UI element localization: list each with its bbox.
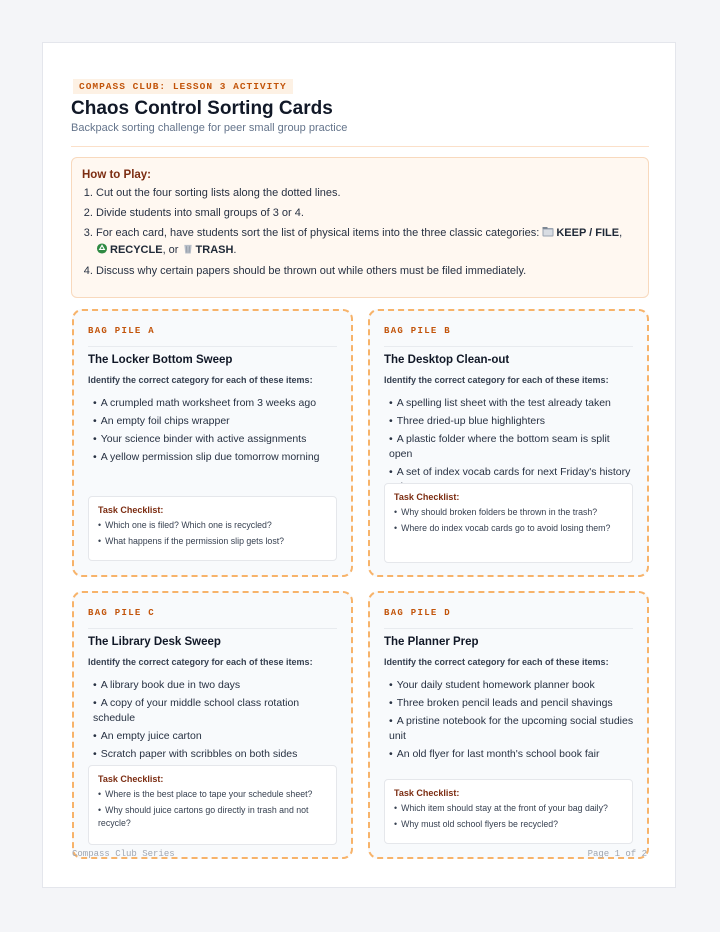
- checklist-item: • Why should juice cartons go directly in trash and not recycle?: [98, 804, 327, 830]
- card-divider: [88, 628, 337, 629]
- category-separator-2: , or: [162, 244, 179, 256]
- sorting-card-a: [72, 309, 353, 577]
- card-label: BAG PILE A: [88, 326, 156, 336]
- task-checklist: [88, 765, 337, 845]
- card-title: The Planner Prep: [384, 636, 479, 648]
- card-instruction: Identify the correct category for each of these items:: [384, 657, 609, 667]
- card-label: BAG PILE C: [88, 608, 156, 618]
- task-checklist: [88, 496, 337, 561]
- task-checklist: [384, 483, 633, 563]
- footer-series: Compass Club Series: [72, 849, 175, 859]
- checklist-title: Task Checklist:: [98, 505, 164, 515]
- instructions-list: [82, 185, 638, 279]
- page-title: Chaos Control Sorting Cards: [71, 98, 333, 119]
- card-divider: [384, 346, 633, 347]
- checklist-item: • Why should broken folders be thrown in the trash?: [394, 506, 623, 519]
- recycle-icon: [96, 243, 108, 254]
- checklist-title: Task Checklist:: [394, 492, 460, 502]
- checklist-items: [98, 519, 327, 548]
- card-title: The Library Desk Sweep: [88, 636, 221, 648]
- list-item: • A spelling list sheet with the test already taken: [384, 396, 635, 411]
- category-recycle: RECYCLE: [110, 244, 163, 256]
- card-title: The Desktop Clean-out: [384, 354, 510, 366]
- instruction-step-1: 1. Cut out the four sorting lists along the dotted lines.: [96, 185, 638, 201]
- list-item: • Your science binder with active assignments: [88, 432, 339, 447]
- checklist-item: • Which one is filed? Which one is recycled?: [98, 519, 327, 532]
- footer-page-number: Page 1 of 2: [587, 849, 647, 859]
- card-instruction: Identify the correct category for each of these items:: [88, 375, 313, 385]
- item-list: [88, 396, 339, 468]
- list-item: • An empty foil chips wrapper: [88, 414, 339, 429]
- checklist-title: Task Checklist:: [394, 788, 460, 798]
- folder-icon: [542, 226, 554, 237]
- list-item: • A plastic folder where the bottom seam is split open: [384, 432, 635, 462]
- checklist-title: Task Checklist:: [98, 774, 164, 784]
- lesson-tag: COMPASS CLUB: LESSON 3 ACTIVITY: [73, 79, 293, 94]
- header-divider: [71, 146, 649, 147]
- list-item: • A crumpled math worksheet from 3 weeks ago: [88, 396, 339, 411]
- category-trash: TRASH: [195, 244, 234, 256]
- item-list: [384, 678, 635, 765]
- checklist-item: • Where is the best place to tape your schedule sheet?: [98, 788, 327, 801]
- checklist-items: [394, 802, 623, 831]
- card-instruction: Identify the correct category for each of these items:: [384, 375, 609, 385]
- list-item: • Your daily student homework planner book: [384, 678, 635, 693]
- list-item: • Three dried-up blue highlighters: [384, 414, 635, 429]
- instruction-step-2: 2. Divide students into small groups of 3 or 4.: [96, 205, 638, 221]
- checklist-item: • Why must old school flyers be recycled?: [394, 818, 623, 831]
- item-list: [88, 678, 339, 765]
- list-item: • A pristine notebook for the upcoming social studies unit: [384, 714, 635, 744]
- list-item: • An empty juice carton: [88, 729, 339, 744]
- card-divider: [88, 346, 337, 347]
- list-item: • A yellow permission slip due tomorrow morning: [88, 450, 339, 465]
- step-3-text: For each card, have students sort the list of physical items into the three classic categories:: [96, 227, 540, 239]
- list-item: • A set of index vocab cards for next Friday's history: [384, 465, 635, 495]
- sorting-card-d: [368, 591, 649, 859]
- list-item: • A library book due in two days: [88, 678, 339, 693]
- checklist-items: [394, 506, 623, 535]
- task-checklist: [384, 779, 633, 844]
- worksheet-page: [42, 42, 676, 888]
- category-keep-file: KEEP / FILE: [556, 227, 620, 239]
- instruction-step-3: [96, 225, 638, 259]
- card-label: BAG PILE B: [384, 326, 452, 336]
- category-separator-1: ,: [619, 227, 623, 239]
- list-item: • An old flyer for last month's school book fair: [384, 747, 635, 762]
- card-label: BAG PILE D: [384, 608, 452, 618]
- list-item: • A copy of your middle school class rotation schedule: [88, 696, 339, 726]
- category-end: .: [233, 244, 237, 256]
- how-to-play-panel: [71, 157, 649, 298]
- checklist-item: • Where do index vocab cards go to avoid losing them?: [394, 522, 623, 535]
- instruction-step-4: 4. Discuss why certain papers should be thrown out while others must be filed immediately.: [96, 263, 638, 279]
- how-to-play-title: How to Play:: [82, 169, 152, 181]
- card-divider: [384, 628, 633, 629]
- checklist-items: [98, 788, 327, 830]
- sorting-card-c: [72, 591, 353, 859]
- sorting-card-b: [368, 309, 649, 577]
- list-item: • Scratch paper with scribbles on both sides: [88, 747, 339, 762]
- checklist-item: • What happens if the permission slip gets lost?: [98, 535, 327, 548]
- card-title: The Locker Bottom Sweep: [88, 354, 233, 366]
- page-subtitle: Backpack sorting challenge for peer small group practice: [71, 122, 348, 134]
- card-instruction: Identify the correct category for each of these items:: [88, 657, 313, 667]
- list-item: • Three broken pencil leads and pencil shavings: [384, 696, 635, 711]
- checklist-item: • Which item should stay at the front of your bag daily?: [394, 802, 623, 815]
- wastebasket-icon: [182, 243, 194, 254]
